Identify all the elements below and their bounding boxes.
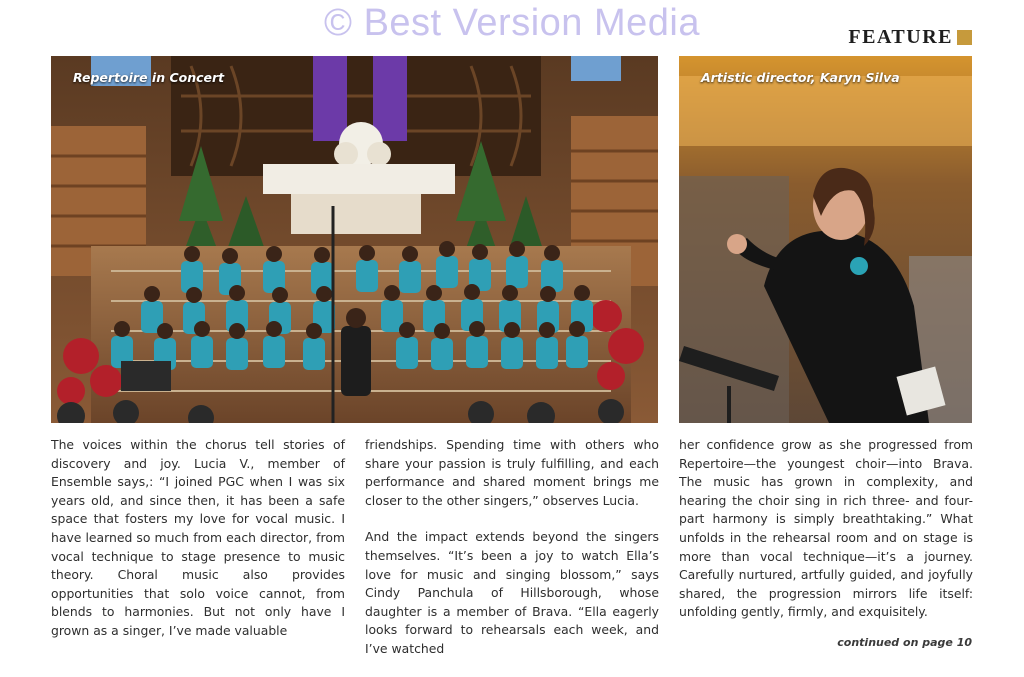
director-photo-caption: Artistic director, Karyn Silva <box>701 70 900 85</box>
article-paragraph: And the impact extends beyond the singers themselves. “It’s been a joy to watch Ella’s love for music and singing blossom,” says Cindy Panchula of Hillsborough, whose daughter is a member of Brava. “Ella eagerly looks forward to rehearsals each week, and I’ve watched <box>365 529 659 656</box>
concert-photo <box>51 56 658 423</box>
article-column-1 <box>51 436 345 659</box>
section-label <box>848 26 972 49</box>
concert-photo-illustration <box>51 56 658 423</box>
article-column-2 <box>365 436 659 677</box>
continued-note: continued on page 10 <box>837 636 972 649</box>
director-photo <box>679 56 972 423</box>
article-paragraph: her confidence grow as she progressed from Repertoire—the youngest choir—into Brava. The music has grown in complexity, and hearing the choir sing in rich three- and four-part harmony is simply breathtaking.” What unfolds in the rehearsal room and on stage is more than vocal technique—it’s a journey. Carefully nurtured, artfully guided, and joyfully shared, the progression mirrors life itself: unfolding gently, firmly, and exquisitely. <box>679 437 973 620</box>
concert-photo-caption: Repertoire in Concert <box>73 70 225 85</box>
director-photo-illustration <box>679 56 972 423</box>
article-paragraph: The voices within the chorus tell stories of discovery and joy. Lucia V., member of Ensemble says,: “I joined PGC when I was six years old, and since then, it has been a safe space that fosters my love for vocal music. I have learned so much from each director, from vocal technique to stage presence to music theory. Choral music also provides opportunities that solo voice cannot, from blends to harmonies. But not only have I grown as a singer, I’ve made valuable <box>51 437 345 638</box>
article-column-3 <box>679 436 973 640</box>
section-label-text: FEATURE <box>848 26 953 48</box>
article-paragraph: friendships. Spending time with others who share your passion is truly fulfilling, and each performance and shared moment brings me closer to the other singers,” observes Lucia. <box>365 437 659 508</box>
section-square-icon <box>957 30 972 45</box>
watermark: © Best Version Media <box>324 2 700 44</box>
